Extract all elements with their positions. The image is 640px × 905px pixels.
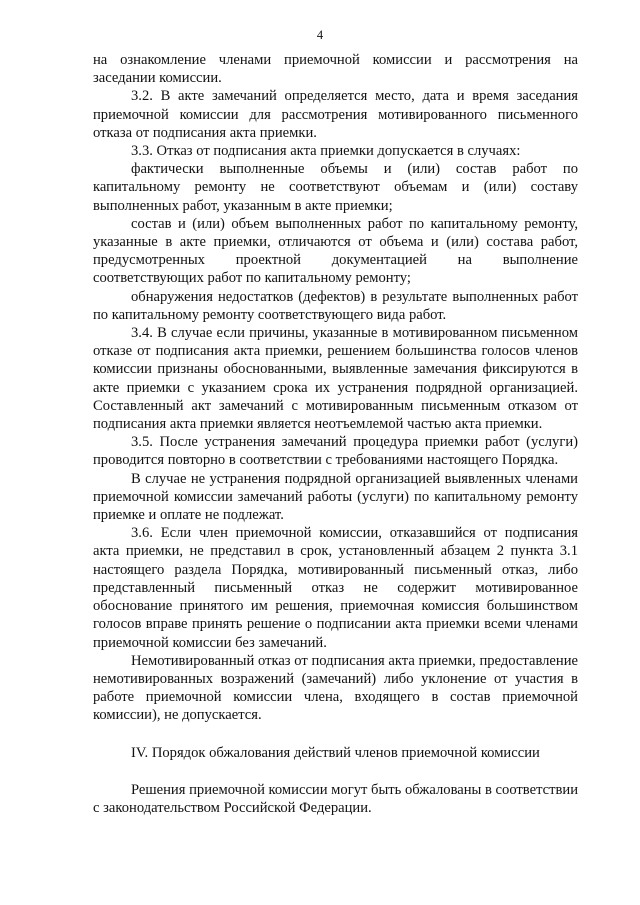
paragraph-continuation: на ознакомление членами приемочной комиссии и рассмотрения на заседании комиссии.: [93, 52, 578, 87]
paragraph-final: Решения приемочной комиссии могут быть обжалованы в соответствии с законодательством Российской Федерации.: [93, 781, 579, 816]
paragraph-case-3: обнаружения недостатков (дефектов) в результате выполненных работ по капитальному ремонту соответствующего вида работ.: [93, 288, 578, 323]
paragraph-case-2: состав и (или) объем выполненных работ по капитальному ремонту, указанные в акте приемки, отличаются от объема и (или) состава работ, предусмотренных проектной документацией на выполнение соответствующих работ по капитальному ремонту;: [93, 215, 578, 287]
paragraph-3-5: 3.5. После устранения замечаний процедура приемки работ (услуги) проводится повторно в соответствии с требованиями настоящего Порядка.: [93, 434, 578, 469]
paragraph-3-6: 3.6. Если член приемочной комиссии, отказавшийся от подписания акта приемки, не представил в срок, установленный абзацем 2 пункта 3.1 настоящего раздела Порядка, мотивированный письменный отказ, либо представленный письменный отказ не содержит мотивированное обоснование принятого им решения, приемочная комиссия большинством голосов вправе принять решение о подписании акта приемки всеми членами приемочной комиссии без замечаний.: [93, 525, 578, 651]
page-number: 4: [316, 28, 324, 42]
section-title: IV. Порядок обжалования действий членов приемочной комиссии: [131, 744, 540, 761]
paragraph-3-3: 3.3. Отказ от подписания акта приемки допускается в случаях:: [131, 143, 521, 160]
paragraph-3-6-b: Немотивированный отказ от подписания акта приемки, предоставление немотивированных возражений (замечаний) либо уклонение от участия в работе приемочной комиссии члена, входящего в состав приемочной комиссии), не допускается.: [93, 652, 578, 724]
paragraph-case-1: фактически выполненные объемы и (или) состав работ по капитальному ремонту не соответствуют объемам и (или) составу выполненных работ, указанным в акте приемки;: [93, 161, 578, 214]
document-body: [93, 51, 578, 817]
paragraph-3-5-b: В случае не устранения подрядной организацией выявленных членами приемочной комиссии замечаний работы (услуги) по капитальному ремонту приемке и оплате не подлежат.: [93, 470, 578, 524]
paragraph-3-2: 3.2. В акте замечаний определяется место, дата и время заседания приемочной комиссии для рассмотрения мотивированного письменного отказа от подписания акта приемки.: [93, 88, 578, 141]
paragraph-3-4: 3.4. В случае если причины, указанные в мотивированном письменном отказе от подписания акта приемки, решением большинства голосов членов комиссии признаны обоснованными, выявленные замечания фиксируются в акте приемки с указанием срока их устранения подрядной организацией. Составленный акт замечаний с мотивированным письменным отказом от подписания акта приемки является неотъемлемой частью акта приемки.: [93, 325, 578, 433]
